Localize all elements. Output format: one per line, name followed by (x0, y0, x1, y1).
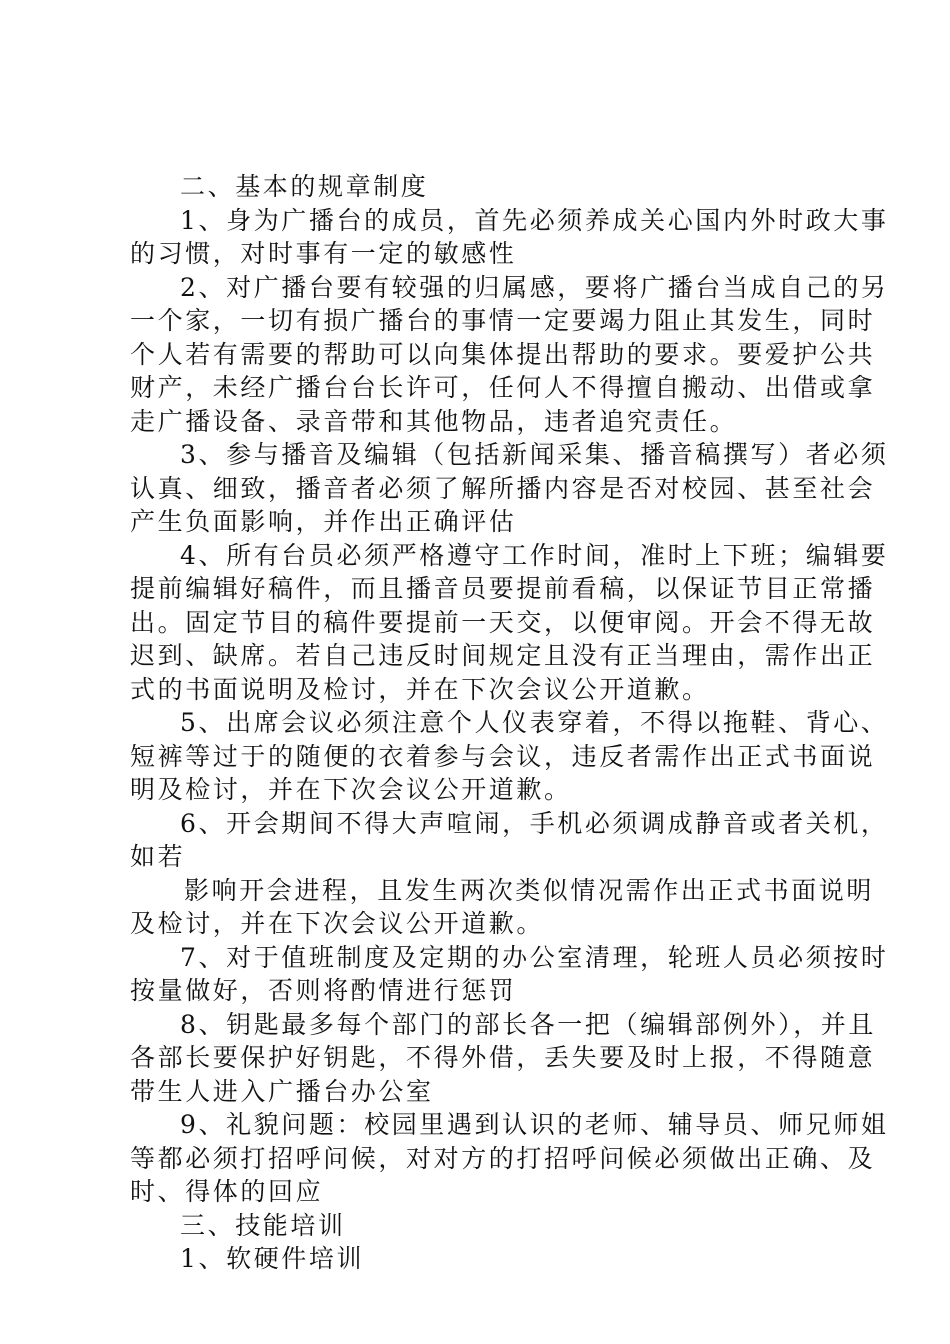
text-line: 认真、细致，播音者必须了解所播内容是否对校园、甚至社会 (130, 473, 876, 503)
text-line: 财产，未经广播台台长许可，任何人不得擅自搬动、出借或拿 (130, 373, 876, 402)
text-line: 一个家，一切有损广播台的事情一定要竭力阻止其发生，同时 (130, 306, 876, 335)
text-line: 走广播设备、录音带和其他物品，违者追究责任。 (130, 406, 738, 436)
text-line: 提前编辑好稿件，而且播音员要提前看稿，以保证节目正常播 (130, 574, 876, 603)
text-line: 出。固定节目的稿件要提前一天交，以便审阅。开会不得无故 (130, 607, 876, 637)
text-line: 1、软硬件培训 (180, 1244, 365, 1273)
text-line: 个人若有需要的帮助可以向集体提出帮助的要求。要爱护公共 (130, 339, 876, 369)
text-line: 带生人进入广播台办公室 (130, 1076, 434, 1106)
text-line: 及检讨，并在下次会议公开道歉。 (130, 909, 545, 938)
text-line: 3、参与播音及编辑（包括新闻采集、播音稿撰写）者必须 (180, 440, 889, 469)
text-line: 5、出席会议必须注意个人仪表穿着，不得以拖鞋、背心、 (180, 708, 889, 737)
document-body (130, 170, 889, 1276)
text-line: 7、对于值班制度及定期的办公室清理，轮班人员必须按时 (180, 942, 889, 972)
text-line: 的习惯，对时事有一定的敏感性 (130, 239, 517, 268)
text-line: 二、基本的规章制度 (180, 172, 429, 201)
text-line: 8、钥匙最多每个部门的部长各一把（编辑部例外），并且 (180, 1009, 877, 1039)
text-line: 6、开会期间不得大声喧闹，手机必须调成静音或者关机， (180, 808, 889, 838)
text-line: 如若 (130, 842, 186, 871)
text-line: 三、技能培训 (180, 1210, 346, 1240)
text-line: 1、身为广播台的成员，首先必须养成关心国内外时政大事 (180, 205, 889, 235)
text-line: 等都必须打招呼问候，对对方的打招呼问候必须做出正确、及 (130, 1143, 876, 1173)
text-line: 明及检讨，并在下次会议公开道歉。 (130, 775, 572, 804)
text-line: 时、得体的回应 (130, 1177, 324, 1206)
text-line: 短裤等过于的随便的衣着参与会议，违反者需作出正式书面说 (130, 741, 876, 771)
text-line: 式的书面说明及检讨，并在下次会议公开道歉。 (130, 674, 710, 704)
text-line: 迟到、缺席。若自己违反时间规定且没有正当理由，需作出正 (130, 641, 876, 670)
text-line: 按量做好，否则将酌情进行惩罚 (130, 976, 517, 1005)
text-line: 2、对广播台要有较强的归属感，要将广播台当成自己的另 (180, 272, 889, 302)
text-line: 各部长要保护好钥匙，不得外借，丢失要及时上报，不得随意 (130, 1043, 876, 1072)
text-line: 9、礼貌问题：校园里遇到认识的老师、辅导员、师兄师姐 (180, 1110, 889, 1139)
text-line: 4、所有台员必须严格遵守工作时间，准时上下班；编辑要 (180, 540, 889, 570)
text-line: 影响开会进程，且发生两次类似情况需作出正式书面说明 (184, 875, 875, 905)
text-line: 产生负面影响，并作出正确评估 (130, 507, 517, 536)
